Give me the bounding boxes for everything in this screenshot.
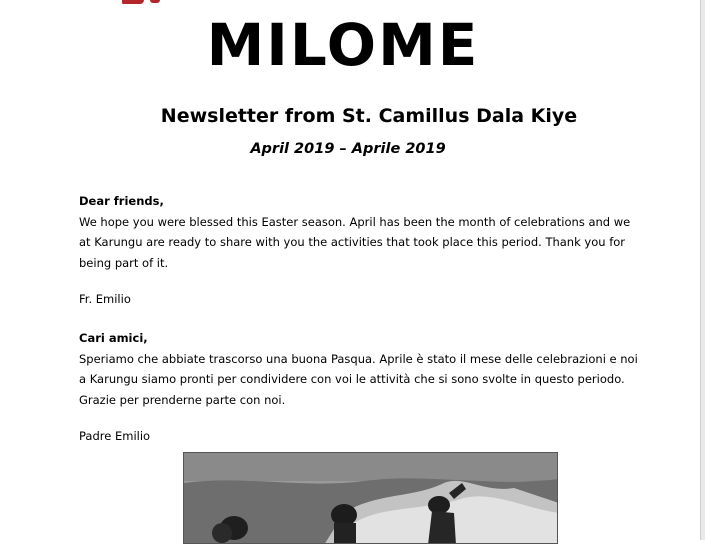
newsletter-subtitle: Newsletter from St. Camillus Dala Kiye [160, 105, 578, 127]
page-edge-scrollbar [700, 0, 705, 540]
newsletter-period: April 2019 – Aprile 2019 [250, 141, 446, 157]
english-body: We hope you were blessed this Easter season. April has been the month of celebrations and we at Karungu are ready to share with you the activities that took place this period. Thank you for being part of it. [79, 214, 631, 270]
children-swimming-photo [183, 452, 558, 544]
italian-signature: Padre Emilio [79, 429, 151, 443]
logo-fragment-secondary [150, 0, 160, 3]
newsletter-masthead: MILOME [206, 11, 480, 79]
italian-greeting: Cari amici, [79, 331, 148, 345]
english-greeting: Dear friends, [79, 194, 164, 208]
logo-fragment [122, 0, 144, 4]
photo-illustration [184, 453, 558, 544]
italian-body: Speriamo che abbiate trascorso una buona Pasqua. Aprile è stato il mese delle celebrazioni e noi a Karungu siamo pronti per condividere con voi le attività che si sono svolte in questo periodo. Grazie per prenderne parte con noi. [79, 351, 638, 407]
italian-letter [79, 328, 639, 410]
english-signature: Fr. Emilio [79, 292, 131, 306]
english-letter [79, 191, 639, 273]
